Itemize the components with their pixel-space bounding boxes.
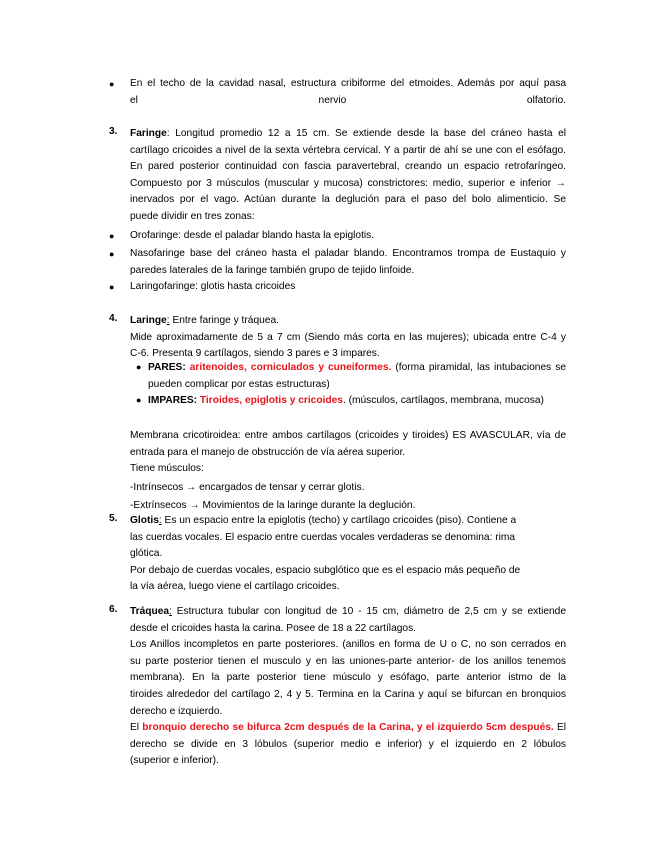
list-item-impares: IMPARES: Tiroides, epiglotis y cricoides. (músculos, cartílagos, membrana, mucosa) xyxy=(148,395,544,406)
section-number: 6. xyxy=(109,604,118,615)
bullet-icon: ● xyxy=(109,79,115,89)
section-title: Faringe xyxy=(130,128,167,139)
paragraph-membrana: Membrana cricotiroidea: entre ambos cartílagos (cricoides y tiroides) ES AVASCULAR, vía de entrada para el manejo de obstrucción de vía aérea superior. Tiene músculos: -Intrínsecos → encargados de tensar y cerrar glotis. -Extrínsecos → Movimientos de la laringe durante la deglución. xyxy=(130,430,566,512)
bullet-icon: ● xyxy=(136,395,142,405)
section-faringe: Faringe: Longitud promedio 12 a 15 cm. Se extiende desde la base del cráneo hasta el cartílago cricoides a nivel de la sexta vértebra cervical. Y a partir de ahí se une con el esófago. En pared posterior continuidad con fascia paravertebral, creando un espacio retrofaríngeo. Compuesto por 3 músculos (muscular y mucosa) constrictores: medio, superior e inferior → inervados por el vago. Actúan durante la deglución para el paso del bolo alimenticio. Se puede dividir en tres zonas: xyxy=(130,128,566,222)
paragraph-olfatorio: En el techo de la cavidad nasal, estructura cribiforme del etmoides. Además por aquí pasa el nervio olfatorio. xyxy=(130,78,566,106)
bullet-icon: ● xyxy=(109,231,115,241)
section-number: 5. xyxy=(109,513,118,524)
section-number: 3. xyxy=(109,126,118,137)
section-title: Glotis xyxy=(130,515,159,526)
section-title: Laringe xyxy=(130,315,167,326)
list-item-pares: PARES: aritenoides, corniculados y cuneiformes. (forma piramidal, las intubaciones se pueden complicar por estas estructuras) xyxy=(148,362,566,390)
bullet-icon: ● xyxy=(136,362,142,372)
list-item: Orofaringe: desde el paladar blando hasta la epiglotis. xyxy=(130,230,375,241)
section-laringe: Laringe: Entre faringe y tráquea. Mide aproximadamente de 5 a 7 cm (Siendo más corta en las mujeres); ubicada entre C-4 y C-6. Presenta 9 cartílagos, siendo 3 pares e 3 impares. xyxy=(130,315,566,360)
bullet-icon: ● xyxy=(109,249,115,259)
section-traquea: Tráquea: Estructura tubular con longitud de 10 - 15 cm, diámetro de 2,5 cm y se extiende desde el cricoides hasta la carina. Posee de 18 a 22 cartílagos. Los Anillos incompletos en parte posteriores. (anillos en forma de U o C, no son cerrados en su parte posterior tienen el musculo y en las uniones-parte anterior- de los anillos tenemos membrana). En la parte posterior tiene músculo y esófago, parte anterior istmo de la tiroides alrededor del cartílago 2, 4 y 5. Termina en la Carina y aquí se bifurcan en bronquios derecho e izquierdo. El bronquio derecho se bifurca 2cm después de la Carina, y el izquierdo 5cm después. El derecho se divide en 3 lóbulos (superior medio e inferior) y el izquierdo en 2 lóbulos (superior e inferior). xyxy=(130,606,567,767)
list-item: Laringofaringe: glotis hasta cricoides xyxy=(130,281,296,292)
bullet-icon: ● xyxy=(109,282,115,292)
section-number: 4. xyxy=(109,313,118,324)
section-glotis: Glotis: Es un espacio entre la epiglotis (techo) y cartílago cricoides (piso). Contiene a las cuerdas vocales. El espacio entre cuerdas vocales verdaderas se denomina: rima glótica. Por debajo de cuerdas vocales, espacio subglótico que es el espacio más pequeño de la vía aérea, luego viene el cartílago cricoides. xyxy=(130,515,521,593)
list-item: Nasofaringe base del cráneo hasta el paladar blando. Encontramos trompa de Eustaquio y paredes laterales de la faringe también grupo de tejido linfoide. xyxy=(130,248,566,276)
section-title: Tráquea xyxy=(130,606,170,617)
